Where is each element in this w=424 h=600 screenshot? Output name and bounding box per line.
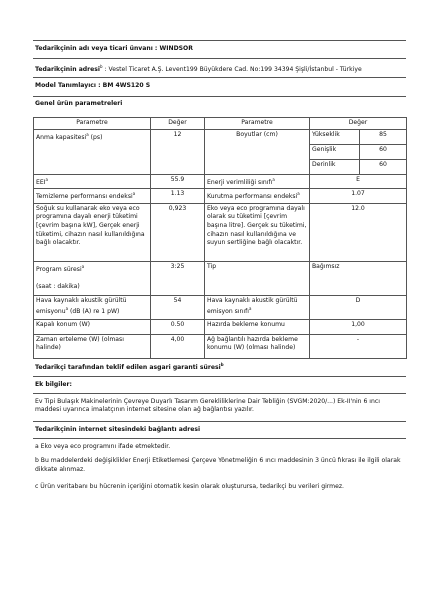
warranty-row xyxy=(33,359,406,377)
extra-info-title-text: Ek bilgiler: xyxy=(35,380,72,388)
header-param-2: Parametre xyxy=(205,118,310,130)
rated-capacity-value: 12 xyxy=(151,129,205,174)
warranty-text: Tedarikçi tarafından teklif edilen asgari garanti süresi xyxy=(35,363,221,371)
noise-class-text: Hava kaynaklı akustik gürültü emisyon sınıfı xyxy=(207,296,298,316)
section-general-text: Genel ürün parametreleri xyxy=(35,100,123,107)
website-link-title xyxy=(33,422,406,439)
header-value-1: Değer xyxy=(151,118,205,130)
supplier-address-label: Tedarikçinin adresi xyxy=(35,66,101,74)
rated-capacity-text: Anma kapasitesi xyxy=(36,133,87,141)
website-link-title-text: Tedarikçinin internet sitesindeki bağlantı adresi xyxy=(35,425,201,433)
water-consumption-value: 12.0 xyxy=(310,203,407,261)
dim-depth-value: 60 xyxy=(360,159,407,174)
dim-depth-label: Derinlik xyxy=(310,159,360,174)
table-row xyxy=(34,319,407,334)
supplier-name xyxy=(33,40,406,59)
energy-class-value: E xyxy=(310,174,407,189)
delay-start-label: Zaman erteleme (W) (olması halinde) xyxy=(34,334,151,358)
eei-text: EEI xyxy=(36,178,46,186)
extra-info-text: Ev Tipi Bulaşık Makinelerinin Çevreye Duyarlı Tasarım Gerekliliklerine Dair Tebliğin (SVGM:2020/...) Ek-II'nin 6 ıncı maddesi uyarınca imalatçının internet sitesine olan ağ bağlantısı yazılır. xyxy=(33,394,406,422)
water-consumption-label: Eko veya eco programına dayalı olarak su tüketimi [çevrim başına litre]. Gerçek su tüketimi, cihazın nasıl kullanıldığına ve suyun sertliğine bağlı olacaktır. xyxy=(205,203,310,261)
supplier-address-sup: b xyxy=(100,64,103,69)
footnote-a: a Eko veya eco programını ifade etmektedir. xyxy=(35,442,171,450)
footnote-b: b Bu maddelerdeki değişiklikler Enerji Etiketlemesi Çerçeve Yönetmeliğin 6 ıncı maddesinin 3 üncü fıkrası ile ilgili olarak dikkate alınmaz. xyxy=(35,457,401,474)
energy-consumption-label: Soğuk su kullanarak eko veya eco programına dayalı enerji tüketimi [çevrim başına kW], Gerçek enerji tüketimi, cihazın nasıl kullanıldığına bağlı olacaktır. xyxy=(34,203,151,261)
eei-sup: a xyxy=(45,176,48,182)
cleaning-index-sup: a xyxy=(132,191,136,197)
energy-consumption-value: 0,923 xyxy=(151,203,205,261)
energy-class-label xyxy=(205,174,310,189)
supplier-address xyxy=(33,59,406,78)
drying-index-label xyxy=(205,189,310,204)
drying-index-value: 1.07 xyxy=(310,189,407,204)
header-param-1: Parametre xyxy=(34,118,151,130)
table-row xyxy=(34,129,407,144)
rated-capacity-unit: (ps) xyxy=(90,133,103,141)
network-standby-value: - xyxy=(310,334,407,358)
header-value-2: Değer xyxy=(310,118,407,130)
off-mode-label: Kapalı konum (W) xyxy=(34,319,151,334)
noise-class-label xyxy=(205,295,310,319)
dim-width-label: Genişlik xyxy=(310,144,360,159)
noise-emission-unit: (dB (A) re 1 pW) xyxy=(70,308,120,316)
energy-class-sup: a xyxy=(272,176,275,182)
table-row xyxy=(34,174,407,189)
noise-emission-value: 54 xyxy=(151,295,205,319)
table-row xyxy=(34,189,407,204)
drying-index-sup: a xyxy=(297,191,300,197)
dim-width-value: 60 xyxy=(360,144,407,159)
noise-class-value: D xyxy=(310,295,407,319)
supplier-address-value: : Vestel Ticaret A.Ş. Levent199 Büyükdere Cad. No:199 34394 Şişli/İstanbul - Türkiye xyxy=(104,66,362,74)
off-mode-value: 0.50 xyxy=(151,319,205,334)
standby-value: 1,00 xyxy=(310,319,407,334)
network-standby-label: Ağ bağlantılı hazırda bekleme konumu (W) (olması halinde) xyxy=(205,334,310,358)
noise-emission-label xyxy=(34,295,151,319)
delay-start-value: 4,00 xyxy=(151,334,205,358)
rated-capacity-sup: a xyxy=(86,131,89,137)
model-identifier-text: Model Tanımlayıcı : BM 4WS120 S xyxy=(35,82,151,89)
program-duration-value: 3:25 xyxy=(151,261,205,295)
dimensions-label: Boyutlar (cm) xyxy=(205,129,310,174)
cleaning-index-value: 1.13 xyxy=(151,189,205,204)
program-duration-text: Program süresi xyxy=(36,265,82,273)
footnote-c: c Ürün veritabanı bu hücrenin içeriğini otomatik kesin olarak oluşturursa, tedarikçi bu verileri girmez. xyxy=(35,482,344,490)
drying-index-text: Kurutma performansı endeksi xyxy=(207,193,298,201)
eei-label xyxy=(34,174,151,189)
noise-class-sup: a xyxy=(248,306,252,312)
table-row xyxy=(34,203,407,261)
table-row xyxy=(34,334,407,358)
supplier-name-text: Tedarikçinin adı veya ticari ünvanı : WINDSOR xyxy=(35,45,193,52)
extra-info-title xyxy=(33,377,406,394)
warranty-sup: b xyxy=(220,361,224,367)
program-duration-unit: (saat : dakika) xyxy=(36,283,80,291)
energy-class-text: Enerji verimliliği sınıfı xyxy=(207,178,273,186)
cleaning-index-text: Temizleme performansı endeksi xyxy=(36,193,133,201)
type-label: Tip xyxy=(205,261,310,295)
table-header-row xyxy=(34,118,407,130)
standby-label: Hazırda bekleme konumu xyxy=(205,319,310,334)
dim-height-label: Yükseklik xyxy=(310,129,360,144)
model-identifier xyxy=(33,78,406,97)
dim-height-value: 85 xyxy=(360,129,407,144)
eei-value: 55.9 xyxy=(151,174,205,189)
table-row xyxy=(34,261,407,295)
product-info-sheet xyxy=(33,40,406,491)
noise-emission-sup: a xyxy=(65,306,69,312)
table-row xyxy=(34,295,407,319)
parameters-table xyxy=(33,117,407,359)
section-general-title xyxy=(33,97,406,117)
cleaning-index-label xyxy=(34,189,151,204)
noise-emission-text: Hava kaynaklı akustik gürültü emisyonu xyxy=(36,296,127,316)
rated-capacity-label xyxy=(34,129,151,174)
program-duration-sup: a xyxy=(81,263,85,269)
program-duration-label xyxy=(34,261,151,295)
type-value: Bağımsız xyxy=(310,261,407,295)
